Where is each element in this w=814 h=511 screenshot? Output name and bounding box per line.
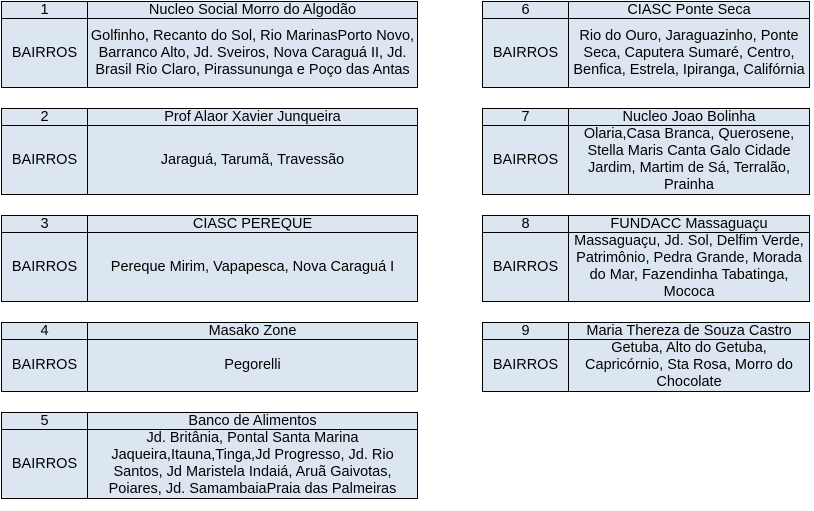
block-number: 1 bbox=[2, 2, 88, 19]
block-number: 6 bbox=[483, 2, 569, 19]
block-number: 3 bbox=[2, 216, 88, 233]
block-4 bbox=[1, 322, 418, 392]
bairros-label: BAIRROS bbox=[483, 19, 569, 88]
bairros-value: Jaraguá, Tarumã, Travessão bbox=[88, 126, 418, 195]
bairros-value: Jd. Britânia, Pontal Santa Marina Jaqueira,Itauna,Tinga,Jd Progresso, Jd. Rio Santos, Jd Maristela Indaiá, Aruã Gaivotas, Poiares, Jd. SamambaiaPraia das Palmeiras bbox=[88, 430, 418, 499]
bairros-label: BAIRROS bbox=[2, 233, 88, 302]
bairros-label: BAIRROS bbox=[2, 340, 88, 392]
block-2 bbox=[1, 108, 418, 195]
block-5 bbox=[1, 412, 418, 499]
bairros-value: Rio do Ouro, Jaraguazinho, Ponte Seca, Caputera Sumaré, Centro, Benfica, Estrela, Ipiranga, Califórnia bbox=[569, 19, 810, 88]
bairros-label: BAIRROS bbox=[483, 233, 569, 302]
block-name: Masako Zone bbox=[88, 323, 418, 340]
block-number: 4 bbox=[2, 323, 88, 340]
block-name: CIASC Ponte Seca bbox=[569, 2, 810, 19]
block-number: 8 bbox=[483, 216, 569, 233]
bairros-value: Getuba, Alto do Getuba, Capricórnio, Sta Rosa, Morro do Chocolate bbox=[569, 340, 810, 392]
block-name: Prof Alaor Xavier Junqueira bbox=[88, 109, 418, 126]
block-number: 7 bbox=[483, 109, 569, 126]
block-6 bbox=[482, 1, 810, 88]
bairros-value: Golfinho, Recanto do Sol, Rio MarinasPorto Novo, Barranco Alto, Jd. Sveiros, Nova Caraguá II, Jd. Brasil Rio Claro, Pirassununga e Poço das Antas bbox=[88, 19, 418, 88]
bairros-label: BAIRROS bbox=[2, 430, 88, 499]
bairros-value: Massaguaçu, Jd. Sol, Delfim Verde, Patrimônio, Pedra Grande, Morada do Mar, Fazendinha Tabatinga, Mococa bbox=[569, 233, 810, 302]
bairros-label: BAIRROS bbox=[2, 19, 88, 88]
block-3 bbox=[1, 215, 418, 302]
bairros-label: BAIRROS bbox=[2, 126, 88, 195]
block-number: 5 bbox=[2, 413, 88, 430]
block-name: FUNDACC Massaguaçu bbox=[569, 216, 810, 233]
bairros-label: BAIRROS bbox=[483, 126, 569, 195]
bairros-value: Olaria,Casa Branca, Querosene, Stella Maris Canta Galo Cidade Jardim, Martim de Sá, Terralão, Prainha bbox=[569, 126, 810, 195]
block-8 bbox=[482, 215, 810, 302]
bairros-value: Pereque Mirim, Vapapesca, Nova Caraguá I bbox=[88, 233, 418, 302]
bairros-label: BAIRROS bbox=[483, 340, 569, 392]
block-7 bbox=[482, 108, 810, 195]
block-9 bbox=[482, 322, 810, 392]
block-name: CIASC PEREQUE bbox=[88, 216, 418, 233]
block-number: 2 bbox=[2, 109, 88, 126]
block-name: Maria Thereza de Souza Castro bbox=[569, 323, 810, 340]
block-name: Banco de Alimentos bbox=[88, 413, 418, 430]
block-name: Nucleo Joao Bolinha bbox=[569, 109, 810, 126]
block-1 bbox=[1, 1, 418, 88]
block-number: 9 bbox=[483, 323, 569, 340]
block-name: Nucleo Social Morro do Algodão bbox=[88, 2, 418, 19]
bairros-value: Pegorelli bbox=[88, 340, 418, 392]
